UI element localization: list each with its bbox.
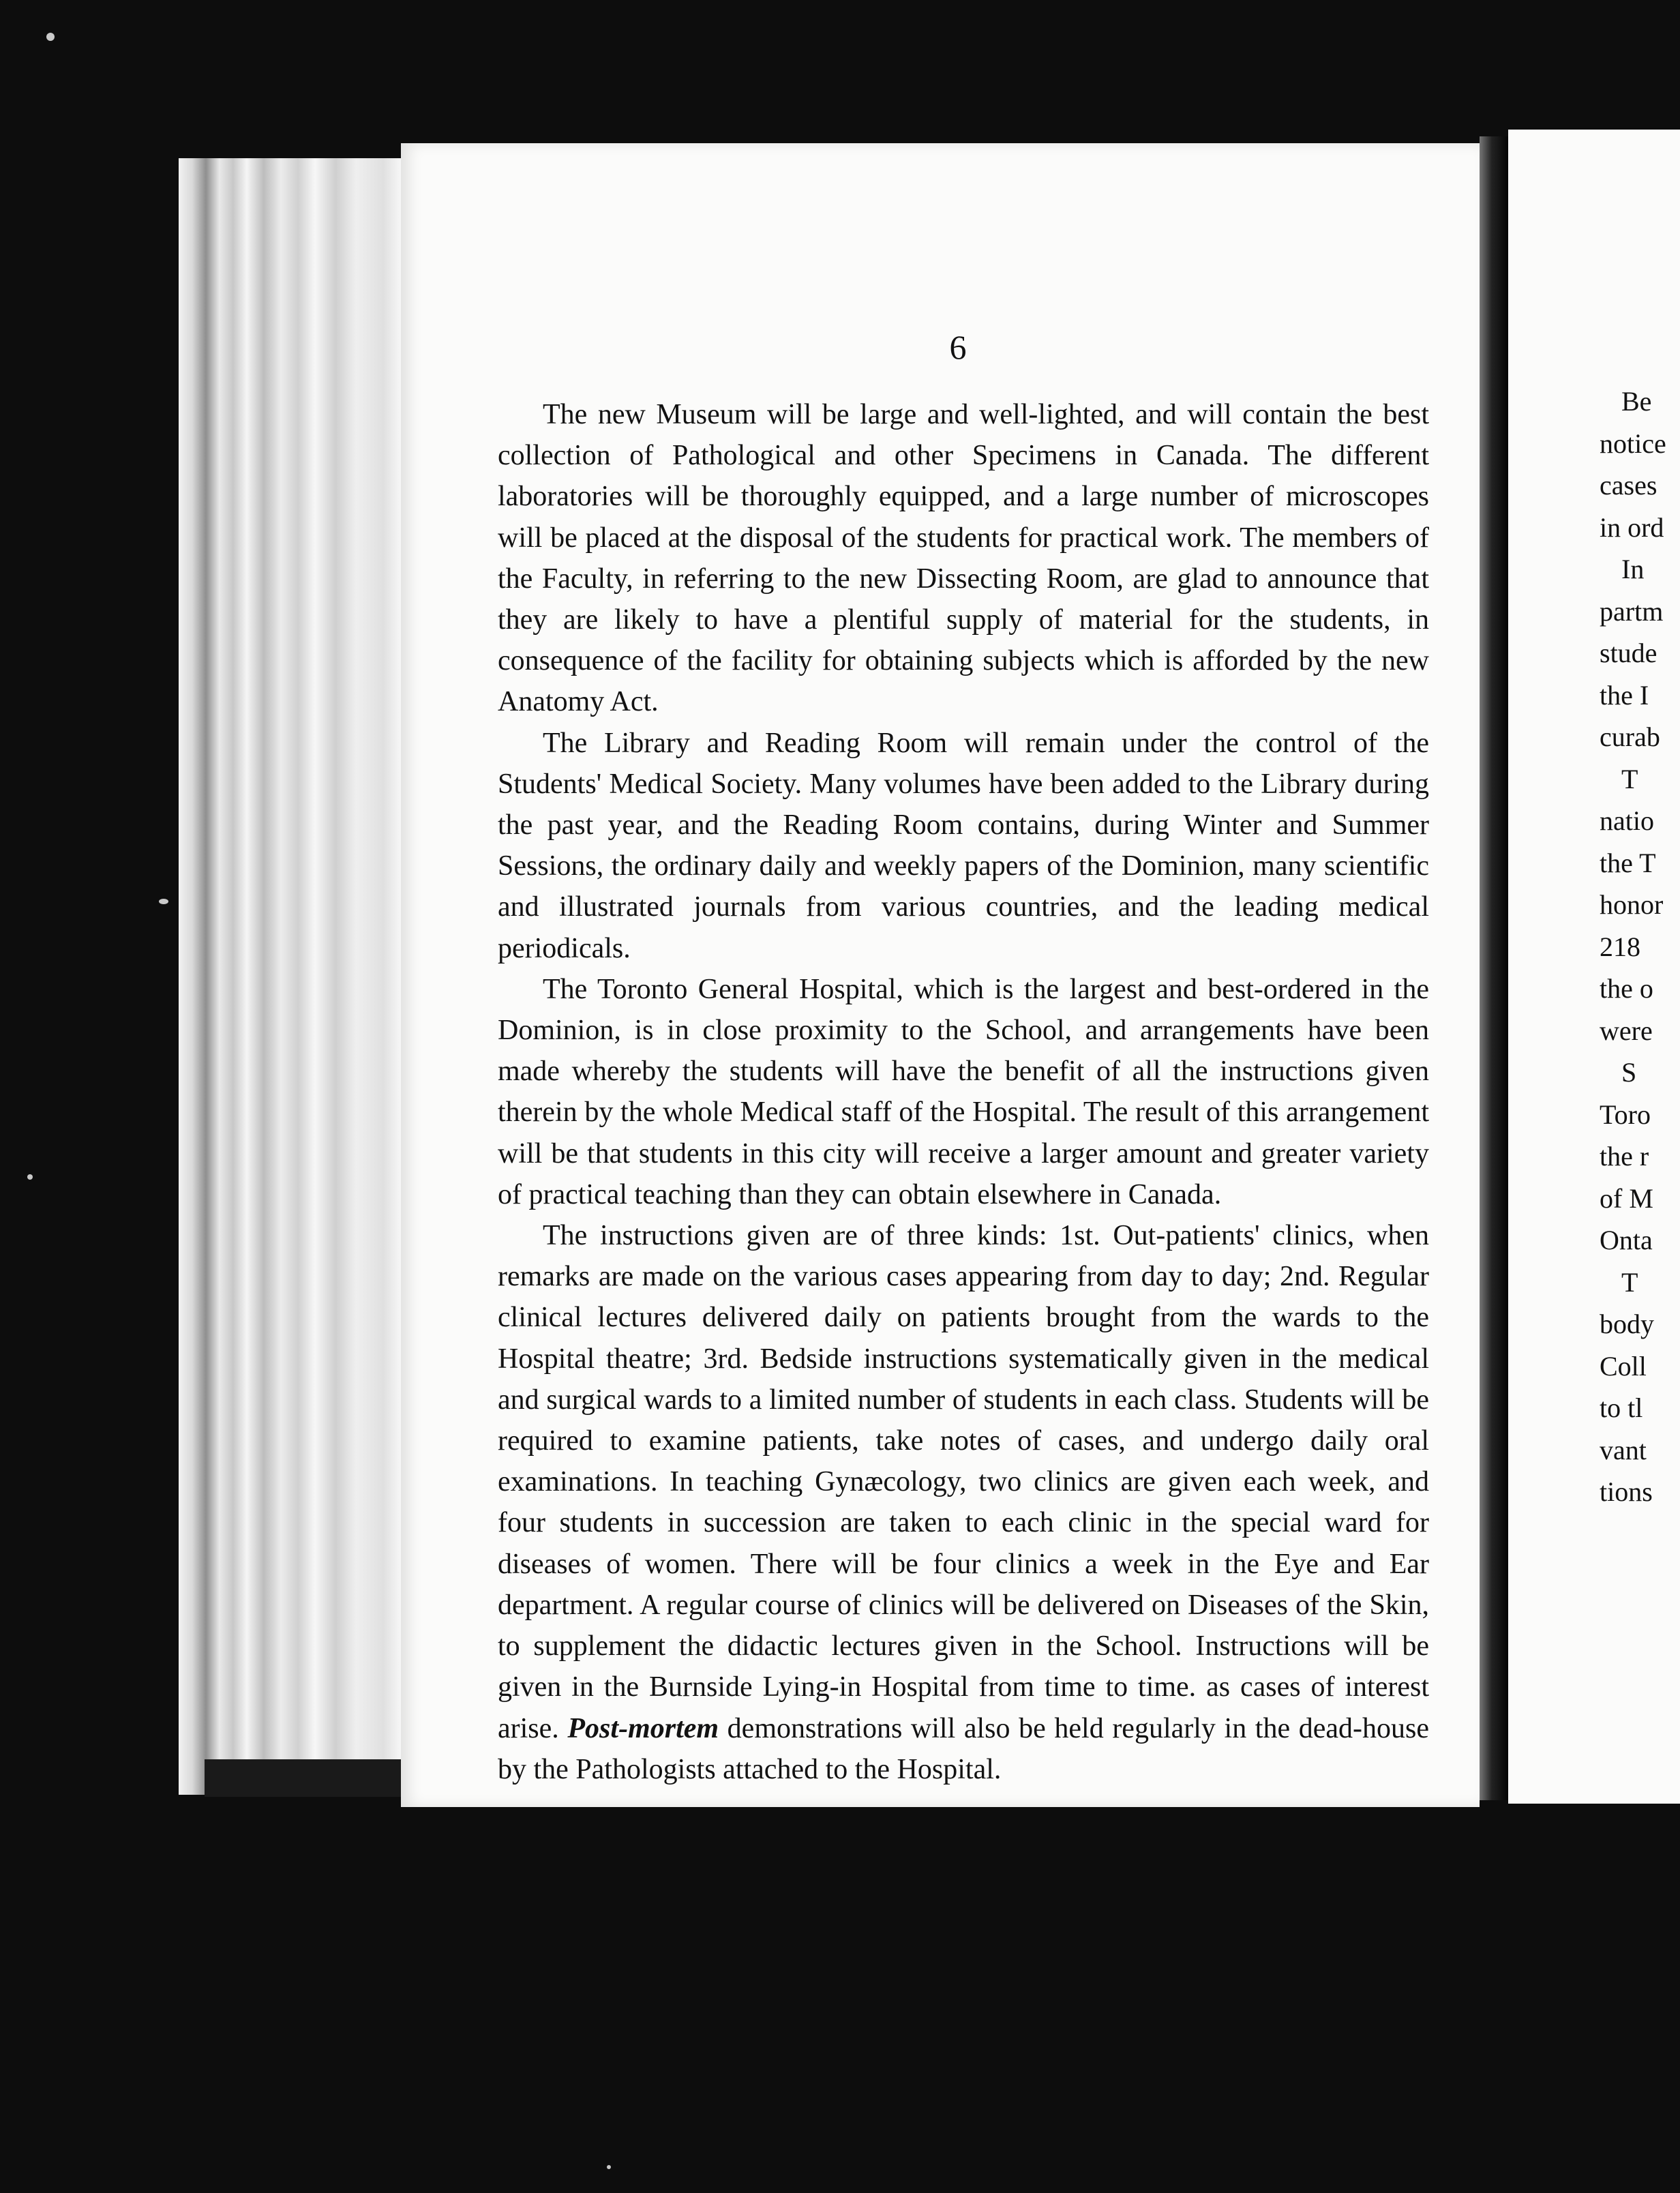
paragraph-hospital: The Toronto General Hospital, which is the largest and best-ordered in the Dominion, is in close proximity to the School, and arrangements have been made whereby the students will have the benefit of all the instructions given therein by the whole Medical staff of the Hospital. The result of this arrangement will be that students in this city will receive a larger amount and greater variety of practical teaching than they can obtain elsewhere in Canada. — [498, 973, 1429, 1210]
facing-page-line: the T — [1600, 847, 1656, 878]
facing-page-line: Coll — [1600, 1350, 1647, 1382]
dust-speck — [159, 899, 168, 904]
facing-page-line: Onta — [1600, 1225, 1653, 1255]
paragraph-instructions-end: demonstrations will also be held regularly in the dead-house by the Pathologists attached to the Hospital. — [498, 1712, 1429, 1785]
facing-page-line: were — [1600, 1015, 1653, 1046]
facing-page-line: body — [1600, 1309, 1654, 1339]
paragraph-library: The Library and Reading Room will remain under the control of the Students' Medical Society. Many volumes have been added to the Library during the past year, and the Reading Room contains, during Winter and Summer Sessions, the ordinary daily and weekly papers of the Dominion, many scientific and illustrated journals from various countries, and the leading medical periodicals. — [498, 727, 1429, 964]
facing-page-line: curab — [1600, 721, 1660, 752]
facing-page-line: to tl — [1600, 1392, 1643, 1423]
paragraph-instructions — [498, 1215, 1429, 1790]
facing-page-line: 218 — [1600, 931, 1640, 962]
facing-page-line: honor — [1600, 889, 1664, 920]
facing-page-line: S — [1621, 1057, 1637, 1088]
facing-page-line: in ord — [1600, 511, 1664, 543]
dust-speck — [27, 1174, 33, 1180]
facing-page-line: the o — [1600, 973, 1653, 1004]
facing-page-line: natio — [1600, 805, 1654, 836]
facing-page-line: T — [1621, 1266, 1638, 1298]
facing-page-line: the r — [1600, 1141, 1649, 1172]
facing-page-line: stude — [1600, 638, 1657, 668]
facing-page-line: the I — [1600, 679, 1649, 711]
facing-page-line: partm — [1600, 595, 1664, 627]
paragraph-museum: The new Museum will be large and well-lighted, and will contain the best collection of Pathological and other Specimens in Canada. The different laboratories will be thoroughly equipped, and a large number of microscopes will be placed at the disposal of the students for practical work. The members of the Faculty, in referring to the new Dissecting Room, are glad to announce that they are likely to have a plentiful supply of material for the students, in consequence of the facility for obtaining subjects which is afforded by the new Anatomy Act. — [498, 399, 1429, 718]
paragraph-instructions-text: The instructions given are of three kinds: 1st. Out-patients' clinics, when remarks are made on the various cases appearing from day to day; 2nd. Regular clinical lectures delivered daily on patients brought from the wards to the Hospital theatre; 3rd. Bedside instructions systematically given in the medical and surgical wards to a limited number of students in each class. Students will be required to examine patients, take notes of cases, and undergo daily oral examinations. In teaching Gynæcology, two clinics are given each week, and four students in succession are taken to each clinic in the special ward for diseases of women. There will be four clinics a week in the Eye and Ear department. A regular course of clinics will be delivered on Diseases of the Skin, to supplement the didactic lectures given in the School. Instructions will be given in the Burnside Lying-in Hospital from time to time. as cases of interest arise. — [498, 1220, 1429, 1744]
facing-page-text — [1600, 381, 1680, 1513]
facing-page-line: vant — [1600, 1434, 1647, 1465]
facing-page-line: notice — [1600, 428, 1666, 459]
book-gutter — [1480, 136, 1508, 1800]
facing-page-line: Be — [1621, 386, 1652, 417]
page-number: 6 — [949, 328, 967, 366]
facing-page-line: cases — [1600, 470, 1657, 501]
italic-term: Post-mortem — [567, 1712, 719, 1744]
dust-speck — [607, 2165, 611, 2169]
dust-speck — [46, 33, 55, 41]
facing-page-line: tions — [1600, 1476, 1653, 1507]
book-page-edges — [179, 158, 404, 1795]
facing-page-line: Toro — [1600, 1099, 1651, 1130]
facing-page-line: of M — [1600, 1182, 1653, 1214]
page-body-text — [498, 394, 1429, 1790]
facing-page-line: In — [1621, 554, 1645, 584]
facing-page-line: T — [1621, 763, 1638, 794]
